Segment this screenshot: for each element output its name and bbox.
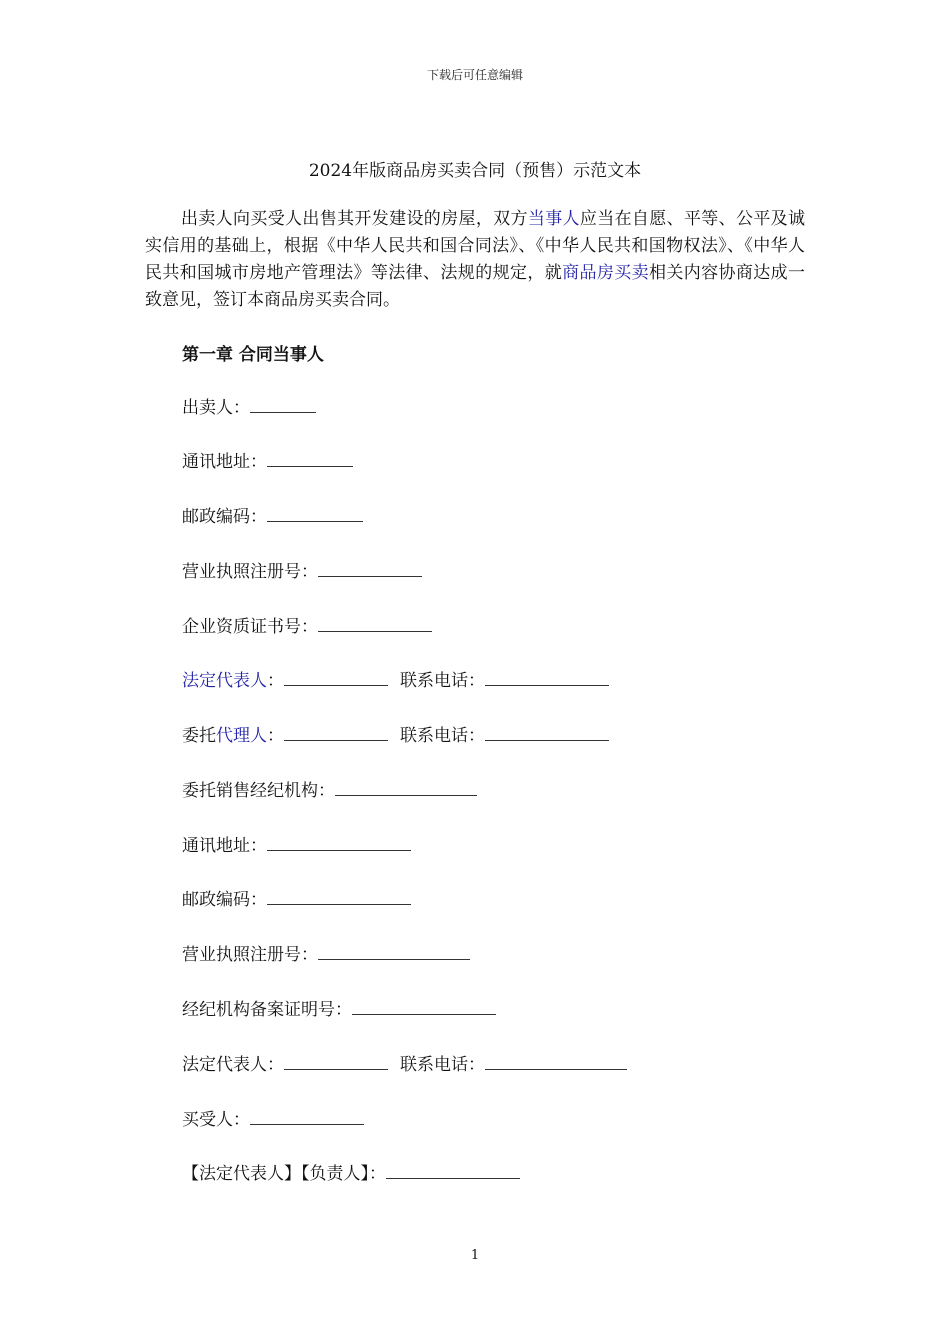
field-label: 出卖人：	[182, 398, 250, 418]
field-agency-record	[182, 998, 496, 1022]
blank-line	[267, 507, 363, 522]
blank-line	[284, 671, 388, 686]
link-agent[interactable]: 代理人	[216, 726, 267, 746]
intro-paragraph	[145, 206, 805, 314]
blank-line	[284, 726, 388, 741]
chapter-heading: 第一章 合同当事人	[182, 345, 324, 365]
field-label: 法定代表人：	[182, 1055, 284, 1075]
blank-line	[352, 1000, 496, 1015]
document-title: 2024年版商品房买卖合同（预售）示范文本	[308, 161, 642, 181]
blank-line	[267, 890, 411, 905]
field-label: 通讯地址：	[182, 836, 267, 856]
field-label: 营业执照注册号：	[182, 562, 318, 582]
blank-line	[250, 398, 316, 413]
field-label: ：	[267, 726, 284, 746]
link-commercial-housing-sale[interactable]: 商品房买卖	[562, 263, 649, 283]
field-label: 邮政编码：	[182, 890, 267, 910]
field-license-seller	[182, 560, 422, 584]
page-number: 1	[470, 1248, 480, 1263]
field-label: 联系电话：	[400, 1055, 485, 1075]
link-legal-representative[interactable]: 法定代表人	[182, 671, 267, 691]
blank-line	[267, 836, 411, 851]
field-buyer-representative	[182, 1162, 520, 1186]
field-postcode-seller	[182, 505, 363, 529]
blank-line	[318, 562, 422, 577]
field-label: 联系电话：	[400, 726, 485, 746]
field-buyer	[182, 1108, 364, 1132]
blank-line	[318, 945, 470, 960]
intro-text-1: 出卖人向买受人出售其开发建设的房屋，双方	[181, 209, 528, 229]
field-address-agency	[182, 834, 411, 858]
blank-line	[284, 1055, 388, 1070]
field-legal-rep-seller	[182, 669, 609, 693]
intro-text-3: 相关内容协商达成一致意见，签订本商品房买卖合同。	[145, 263, 806, 310]
field-label: 买受人：	[182, 1110, 250, 1130]
field-label: 企业资质证书号：	[182, 617, 318, 637]
blank-line	[318, 617, 432, 632]
field-legal-rep-agency	[182, 1053, 627, 1077]
field-seller	[182, 396, 316, 420]
field-label: 联系电话：	[400, 671, 485, 691]
intro-text-2: 应当在自愿、平等、公平及诚实信用的基础上，根据《中华人民共和国合同法》、《中华人民共和国物权法》、《中华人民共和国城市房地产管理法》等法律、法规的规定，就	[145, 209, 806, 283]
blank-line	[267, 452, 353, 467]
link-parties[interactable]: 当事人	[527, 209, 580, 229]
field-label: 经纪机构备案证明号：	[182, 1000, 352, 1020]
field-postcode-agency	[182, 888, 411, 912]
field-label: 委托	[182, 726, 216, 746]
field-label: 【法定代表人】【负责人】：	[182, 1164, 386, 1184]
field-label: 邮政编码：	[182, 507, 267, 527]
field-sales-agency	[182, 779, 477, 803]
blank-line	[250, 1110, 364, 1125]
field-address-seller	[182, 450, 353, 474]
blank-line	[485, 671, 609, 686]
field-label: 通讯地址：	[182, 452, 267, 472]
blank-line	[485, 1055, 627, 1070]
blank-line	[335, 781, 477, 796]
field-agent	[182, 724, 609, 748]
field-label: 营业执照注册号：	[182, 945, 318, 965]
field-label: 委托销售经纪机构：	[182, 781, 335, 801]
field-label: ：	[267, 671, 284, 691]
blank-line	[485, 726, 609, 741]
blank-line	[386, 1164, 520, 1179]
field-qualification	[182, 615, 432, 639]
field-license-agency	[182, 943, 470, 967]
header-note: 下载后可任意编辑	[426, 68, 523, 82]
